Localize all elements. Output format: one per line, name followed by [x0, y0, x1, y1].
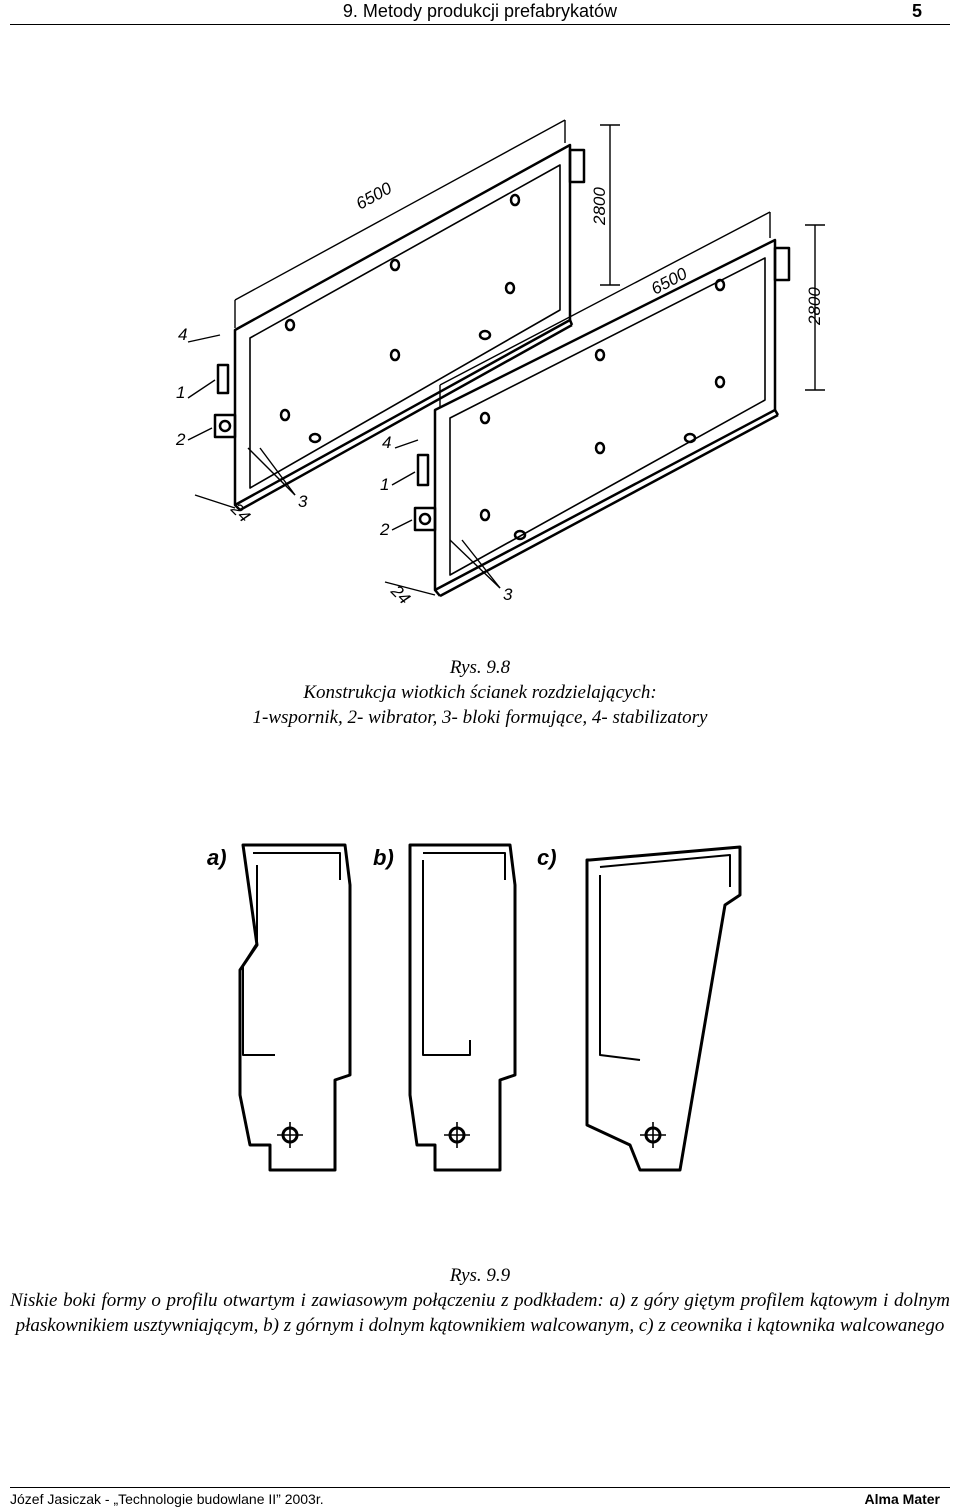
dim-length-1: 6500: [352, 178, 396, 214]
panel-2: [415, 240, 789, 596]
footer-publisher: Alma Mater: [864, 1491, 940, 1507]
callout-4-b: 4: [382, 433, 392, 452]
dim-height-2: 2800: [805, 287, 824, 325]
profile-b: [410, 845, 515, 1170]
page-header: [10, 0, 950, 25]
callout-1-a: 1: [176, 383, 186, 402]
panel-1: [215, 145, 584, 510]
figure-9-9-drawing: [195, 825, 775, 1185]
label-a: a): [207, 845, 227, 870]
dim-height-1: 2800: [590, 187, 609, 225]
callout-2-b: 2: [380, 520, 390, 539]
caption-legend: 1-wspornik, 2- wibrator, 3- bloki formujące, 4- stabilizatory: [252, 707, 708, 728]
page-number: 5: [911, 1, 922, 21]
caption-number: Rys. 9.8: [449, 657, 511, 678]
chapter-title: 9. Metody produkcji prefabrykatów: [342, 1, 618, 21]
dim-length-2: 6500: [647, 263, 691, 299]
callout-3-b: 3: [503, 585, 513, 604]
callout-1-b: 1: [380, 475, 390, 494]
callout-4-a: 4: [178, 325, 188, 344]
dim-thickness-2: 24: [387, 581, 414, 609]
callout-2-a: 2: [176, 430, 186, 449]
caption-number: Rys. 9.9: [449, 1265, 511, 1286]
figure-9-8-drawing: [160, 110, 840, 620]
profile-c: [587, 847, 740, 1170]
label-c: c): [537, 845, 557, 870]
caption-text: Niskie boki formy o profilu otwartym i zawiasowym połączeniu z podkładem: a) z góry giętym profilem kątowym i dolnym płaskownikiem usztywniającym, b) z górnym i dolnym kątownikiem walcowanym, c) z ceownika i kątownika walcowanego: [10, 1290, 950, 1336]
profile-a: [240, 845, 350, 1170]
figure-9-8-caption: [10, 655, 950, 730]
caption-title: Konstrukcja wiotkich ścianek rozdzielających:: [303, 682, 657, 703]
figure-9-9-caption: [10, 1263, 950, 1338]
callout-3-a: 3: [298, 492, 308, 511]
label-b: b): [373, 845, 394, 870]
footer-author: Józef Jasiczak - „Technologie budowlane II” 2003r.: [10, 1491, 324, 1507]
dim-thickness-1: 24: [227, 499, 254, 527]
page-footer: [10, 1487, 950, 1508]
